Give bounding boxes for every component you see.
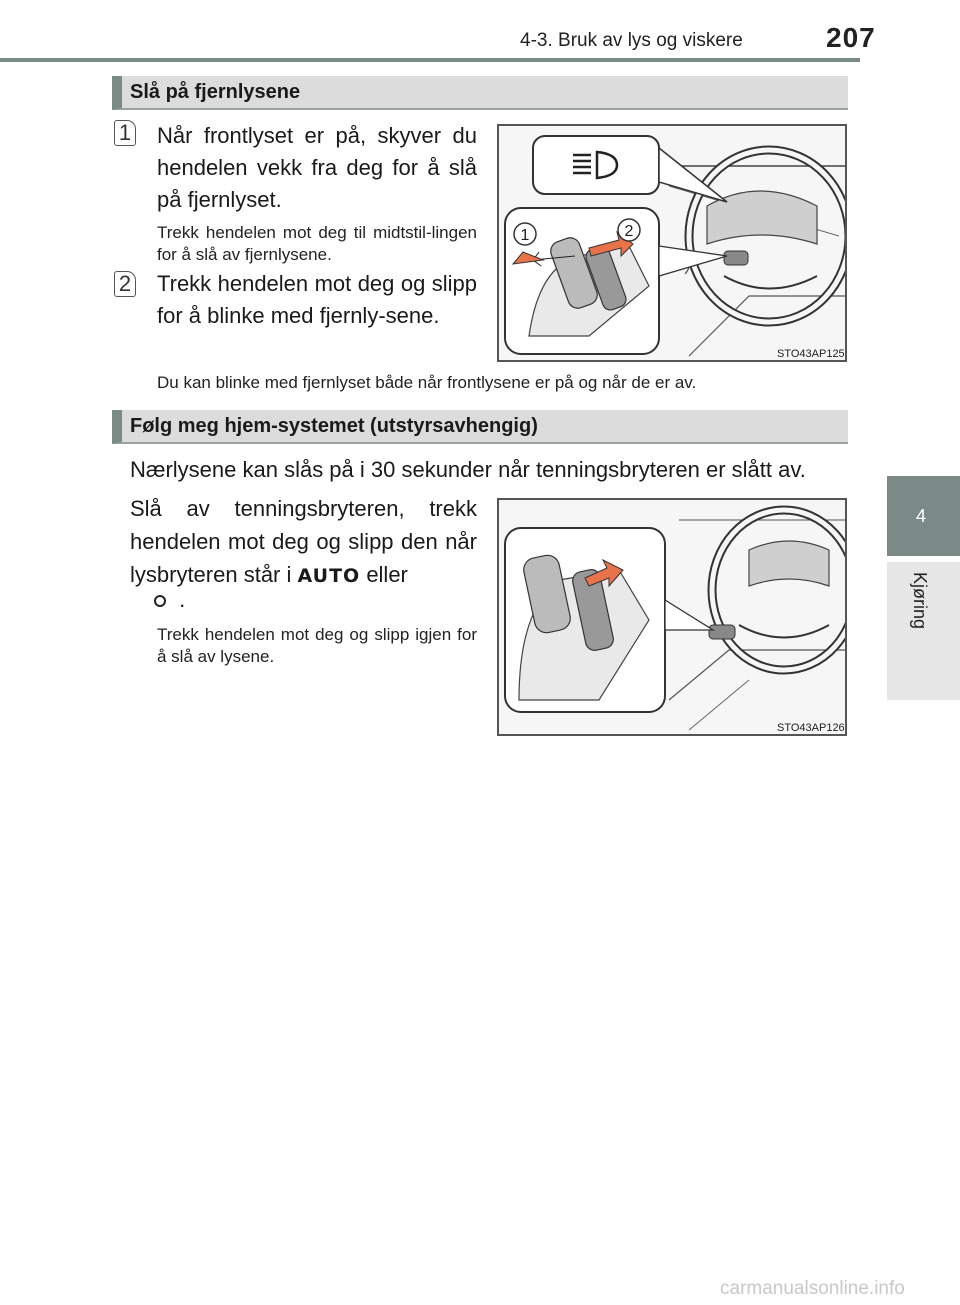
step-1-marker: 1 [114, 120, 136, 146]
heading-high-beam-text: Slå på fjernlysene [130, 81, 301, 103]
chapter-tab-label [887, 562, 960, 700]
heading-follow-me-home [112, 410, 848, 444]
watermark: carmanualsonline.info [720, 1278, 905, 1299]
section-title: 4-3. Bruk av lys og viskere [520, 30, 743, 51]
heading-follow-me-home-text: Følg meg hjem-systemet (utstyrsavhengig) [130, 415, 538, 437]
step-2-marker: 2 [114, 271, 136, 297]
callout-2-label: 2 [624, 223, 634, 240]
step-2-text: Trekk hendelen mot deg og slipp for å blinke med fjernly-sene. [157, 271, 477, 328]
callout-1-label: 1 [520, 227, 530, 244]
instruction-part-1: Slå av tenningsbryteren, trekk hendelen mot deg og slipp den når lysbryteren står i [130, 496, 477, 587]
step-1-note: Trekk hendelen mot deg til midtstil-lingen for å slå av fjernlysene. [157, 223, 477, 264]
page-number: 207 [826, 22, 876, 53]
figure-1-code: STO43AP125 [777, 348, 845, 360]
instruction-tail [153, 589, 185, 611]
chapter-number: 4 [916, 506, 927, 526]
top-rule [0, 58, 860, 62]
follow-me-home-instruction [130, 492, 477, 593]
figure-2-code: STO43AP126 [777, 722, 845, 734]
chapter-label: Kjøring [910, 572, 930, 630]
figure-follow-me-home-illustration [499, 500, 845, 734]
instruction-end: . [179, 587, 186, 612]
instruction-part-2: eller [366, 562, 408, 587]
step-1-text: Når frontlyset er på, skyver du hendelen vekk fra deg for å slå på fjernlyset. [157, 123, 477, 212]
running-head [0, 22, 960, 62]
heading-high-beam [112, 76, 848, 110]
figure-follow-me-home-lever [497, 498, 847, 736]
figure-high-beam-illustration [499, 126, 845, 360]
follow-me-home-intro: Nærlysene kan slås på i 30 sekunder når tenningsbryteren er slått av. [130, 457, 806, 482]
high-beam-footnote: Du kan blinke med fjernlyset både når frontlysene er på og når de er av. [157, 373, 697, 392]
lights-off-position-icon [153, 594, 167, 608]
follow-me-home-note: Trekk hendelen mot deg og slipp igjen for å slå av lysene. [157, 625, 477, 666]
chapter-tab-number [887, 476, 960, 556]
auto-position-icon: AUTO [297, 564, 361, 587]
figure-high-beam-lever [497, 124, 847, 362]
